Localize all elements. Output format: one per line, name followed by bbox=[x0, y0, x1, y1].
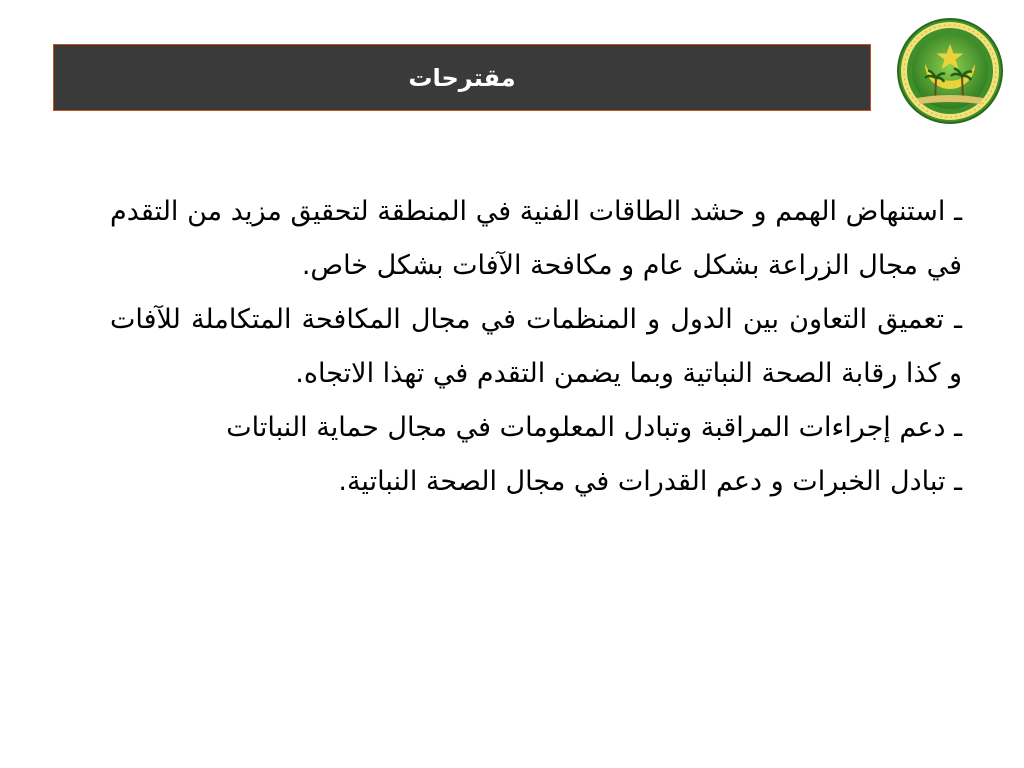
paragraph-4: ـ تبادل الخبرات و دعم القدرات في مجال الصحة النباتية. bbox=[338, 466, 962, 497]
national-seal-icon bbox=[895, 16, 1005, 126]
slide-title: مقترحات bbox=[408, 63, 516, 92]
paragraph-1: ـ استنهاض الهمم و حشد الطاقات الفنية في المنطقة لتحقيق مزيد من التقدم في مجال الزراعة بشكل عام و مكافحة الآفات بشكل خاص. bbox=[110, 196, 962, 281]
paragraph-2: ـ تعميق التعاون بين الدول و المنظمات في مجال المكافحة المتكاملة للآفات و كذا رقابة الصحة النباتية وبما يضمن التقدم في تهذا الاتجاه. bbox=[110, 304, 962, 389]
slide-body bbox=[110, 185, 962, 509]
paragraph-3: ـ دعم إجراءات المراقبة وتبادل المعلومات في مجال حماية النباتات bbox=[226, 412, 962, 443]
title-bar bbox=[53, 44, 871, 111]
